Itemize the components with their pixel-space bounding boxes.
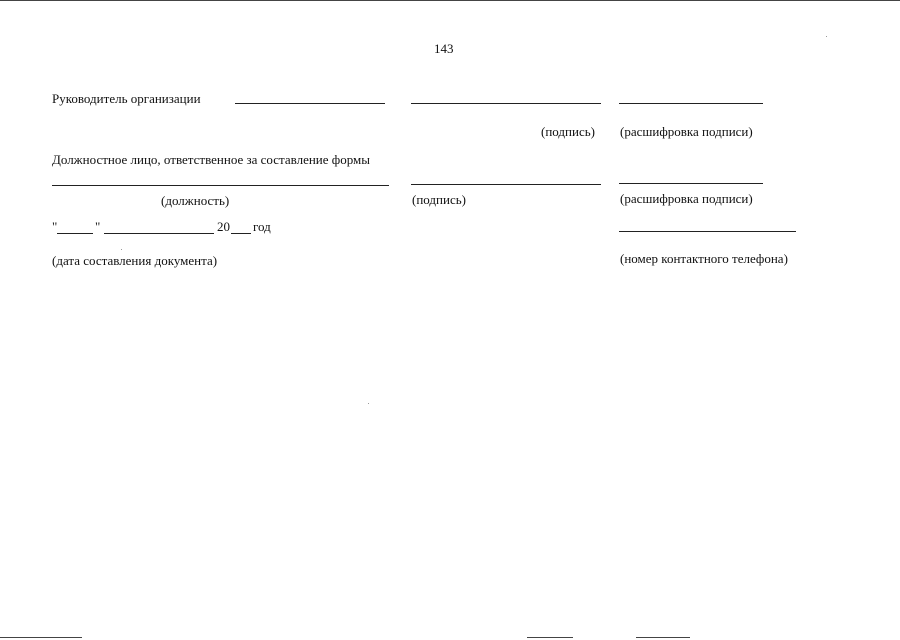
head-position-line[interactable] [235,103,385,104]
date-quote-open: " [52,219,58,234]
date-month-line[interactable] [104,233,214,234]
date-year-suffix: год [253,219,271,234]
document-date-caption: (дата составления документа) [52,253,218,268]
head-decoding-line[interactable] [619,103,763,104]
scan-speck [826,36,827,37]
head-signature-line[interactable] [411,103,601,104]
date-day-line[interactable] [57,233,93,234]
scan-edge-bottom-1 [0,637,82,638]
responsible-official-label: Должностное лицо, ответственное за составление формы [52,152,370,167]
page-number: 143 [434,41,454,56]
date-year-prefix: 20 [217,219,230,234]
phone-number-line[interactable] [619,231,796,232]
scan-edge-bottom-3 [636,637,690,638]
official-position-line[interactable] [52,185,389,186]
phone-number-caption: (номер контактного телефона) [620,251,788,266]
date-year-line[interactable] [231,233,251,234]
head-of-organization-label: Руководитель организации [52,91,201,106]
scan-edge-top [0,0,900,1]
official-signature-line[interactable] [411,184,601,185]
head-decoding-caption: (расшифровка подписи) [620,124,753,139]
official-decoding-line[interactable] [619,183,763,184]
head-signature-caption: (подпись) [541,124,595,139]
date-quote-close: " [95,219,101,234]
official-signature-caption: (подпись) [412,192,466,207]
official-decoding-caption: (расшифровка подписи) [620,191,753,206]
scan-edge-bottom-2 [527,637,573,638]
official-position-caption: (должность) [161,193,230,208]
scan-speck [121,249,122,250]
scan-speck [368,403,369,404]
